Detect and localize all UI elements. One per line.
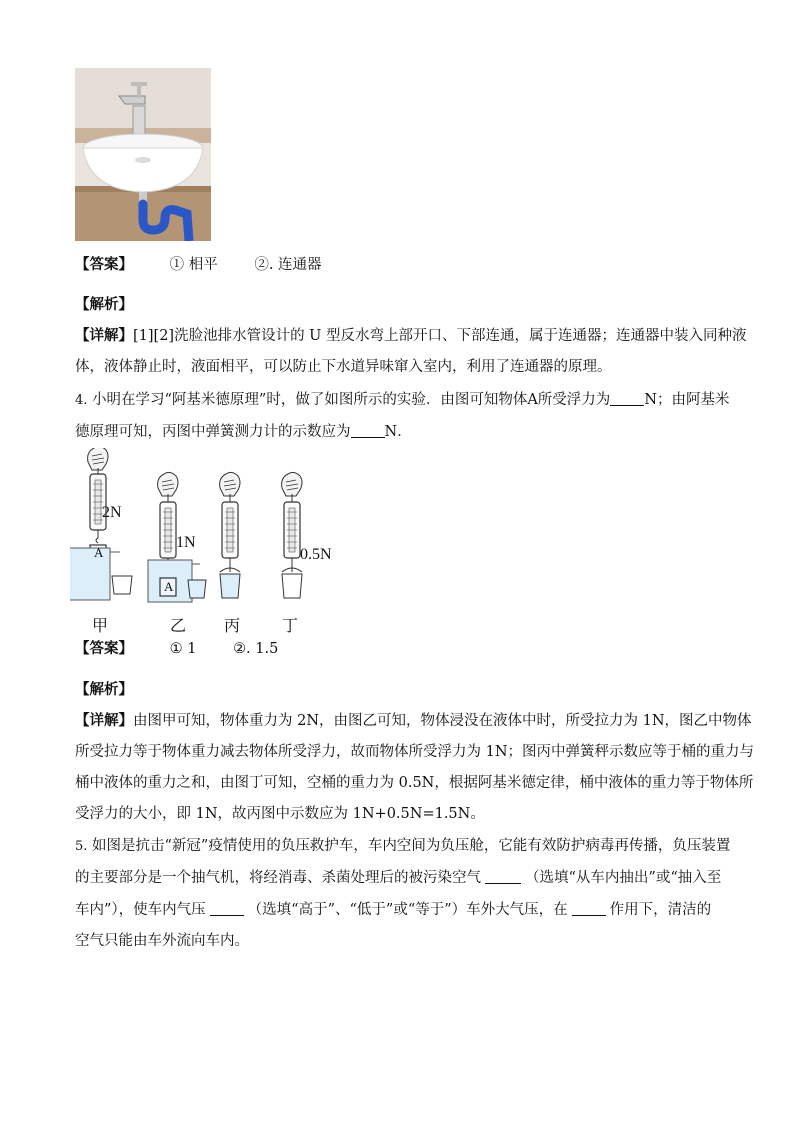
q4-stem-text-d: N． bbox=[384, 424, 412, 440]
q5-line2 bbox=[75, 868, 725, 888]
q4-detail-line1 bbox=[75, 711, 752, 731]
object-a-label-submerged: A bbox=[164, 579, 174, 594]
q5-line1 bbox=[75, 836, 731, 857]
detail-label: 【详解】 bbox=[75, 712, 133, 729]
figure-label-jia: 甲 bbox=[92, 616, 109, 635]
q3-detail-line1 bbox=[75, 326, 747, 346]
q5-text-c: 车内”），使车内气压 bbox=[75, 902, 206, 918]
answer-blank-4[interactable] bbox=[210, 901, 244, 916]
q4-detail-line4: 受浮力的大小，即 1N，故丙图中示数应为 1N+0.5N=1.5N。 bbox=[75, 806, 485, 822]
question-number: 4. bbox=[75, 393, 88, 408]
answer-blank-2[interactable] bbox=[351, 423, 385, 438]
figure-label-ding: 丁 bbox=[282, 616, 299, 635]
q4-stem-text-b: N；由阿基米 bbox=[644, 392, 730, 408]
answer-label: 【答案】 bbox=[75, 640, 133, 657]
q4-answer-row bbox=[75, 639, 725, 659]
answer-1-text: 1 bbox=[187, 641, 197, 657]
spring-scale-diagram bbox=[70, 448, 350, 638]
q4-stem-text-c: 德原理可知，丙图中弹簧测力计的示数应为 bbox=[75, 424, 351, 440]
reading-yi: 1N bbox=[176, 534, 196, 551]
detail-text: [1][2]洗脸池排水管设计的 U 型反水弯上部开口、下部连通，属于连通器；连通器中装入同种液 bbox=[133, 328, 747, 344]
sink-image bbox=[75, 68, 211, 241]
q4-stem-line2 bbox=[75, 422, 725, 442]
q5-line3 bbox=[75, 900, 725, 920]
q4-detail-line3: 桶中液体的重力之和，由图丁可知，空桶的重力为 0.5N，根据阿基米德定律，桶中液体的重力等于物体所 bbox=[75, 775, 754, 791]
reading-jia: 2N bbox=[102, 504, 122, 521]
reading-ding: 0.5N bbox=[300, 546, 332, 563]
q4-stem-line1 bbox=[75, 390, 730, 411]
answer-2-text: 1.5 bbox=[255, 641, 279, 657]
q5-line4: 空气只能由车外流向车内。 bbox=[75, 933, 249, 949]
figure-label-yi: 乙 bbox=[170, 616, 187, 635]
answer-2-text: 连通器 bbox=[278, 257, 322, 273]
q5-text: 如图是抗击“新冠”疫情使用的负压救护车，车内空间为负压舱，它能有效防护病毒再传播，负压装置 bbox=[92, 838, 731, 854]
answer-1-marker: ① bbox=[169, 257, 185, 273]
answer-1-marker: ① bbox=[169, 641, 183, 657]
answer-blank-3[interactable] bbox=[485, 869, 521, 884]
answer-blank-5[interactable] bbox=[572, 901, 606, 916]
q5-text-d: （选填“高于”、“低于”或“等于”）车外大气压，在 bbox=[247, 902, 568, 918]
sink-illustration bbox=[75, 68, 211, 241]
q4-analysis-label: 【解析】 bbox=[75, 681, 133, 698]
q3-answer-row bbox=[75, 255, 725, 275]
spring-scale-figure bbox=[70, 448, 350, 638]
answer-label: 【答案】 bbox=[75, 256, 133, 273]
q5-text-b: （选填“从车内抽出”或“抽入至 bbox=[525, 870, 722, 886]
answer-2-marker: ②. bbox=[254, 257, 274, 273]
q4-detail-line2: 所受拉力等于物体重力减去物体所受浮力，故而物体所受浮力为 1N；图丙中弹簧秤示数应等于桶的重力与 bbox=[75, 744, 755, 760]
q3-analysis-label: 【解析】 bbox=[75, 296, 133, 313]
answer-blank-1[interactable] bbox=[610, 391, 644, 406]
figure-label-bing: 丙 bbox=[224, 616, 241, 635]
q4-stem-text-a: 小明在学习“阿基米德原理”时，做了如图所示的实验．由图可知物体A所受浮力为 bbox=[92, 392, 611, 408]
question-number: 5. bbox=[75, 839, 88, 854]
q5-text-a: 的主要部分是一个抽气机，将经消毒、杀菌处理后的被污染空气 bbox=[75, 870, 481, 886]
answer-1-text: 相平 bbox=[188, 257, 218, 273]
answer-2-marker: ②. bbox=[233, 641, 251, 657]
detail-label: 【详解】 bbox=[75, 327, 133, 344]
detail-text: 由图甲可知，物体重力为 2N，由图乙可知，物体浸没在液体中时，所受拉力为 1N，图乙中物体 bbox=[133, 713, 752, 729]
q5-text-e: 作用下，清洁的 bbox=[609, 902, 712, 918]
object-a-label: A bbox=[94, 545, 104, 560]
q3-detail-line2: 体，液体静止时，液面相平，可以防止下水道异味窜入室内，利用了连通器的原理。 bbox=[75, 359, 612, 375]
